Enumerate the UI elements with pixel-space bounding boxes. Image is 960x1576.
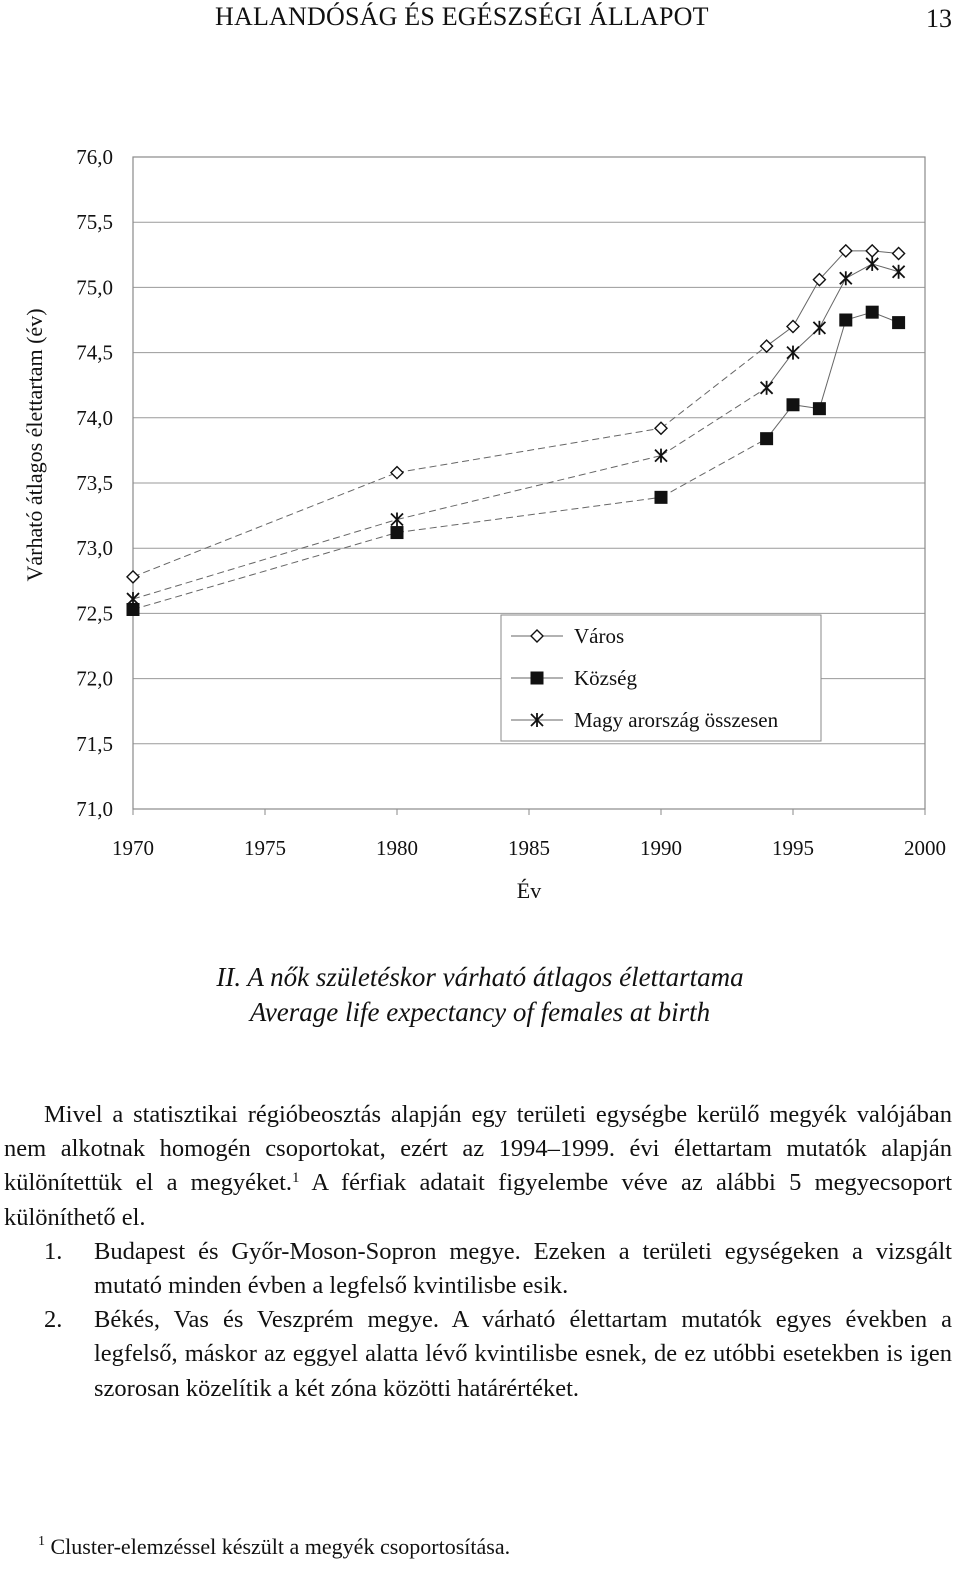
y-tick-label: 72,0 <box>76 666 113 691</box>
data-point <box>761 381 773 395</box>
y-tick-label: 75,0 <box>76 275 113 300</box>
series-line-segment <box>767 353 793 388</box>
series-line-segment <box>661 388 767 456</box>
page-number: 13 <box>926 4 952 33</box>
data-point <box>866 306 879 319</box>
y-axis-ticks <box>76 145 113 821</box>
data-point <box>655 449 667 463</box>
data-point <box>813 321 825 335</box>
x-tick-label: 1970 <box>112 836 154 860</box>
data-point <box>840 271 852 285</box>
series-line-segment <box>397 456 661 520</box>
footnote-ref: 1 <box>292 1170 300 1187</box>
series-1 <box>127 245 905 583</box>
figure-caption-hu: II. A nők születéskor várható átlagos élettartama <box>216 962 744 992</box>
x-tick-label: 1990 <box>640 836 682 860</box>
series-line-segment <box>661 346 767 428</box>
y-tick-label: 72,5 <box>76 601 113 626</box>
data-point <box>893 265 905 279</box>
series-line-segment <box>846 264 872 278</box>
y-tick-label: 74,0 <box>76 405 113 430</box>
data-point <box>892 316 905 329</box>
series-line-segment <box>133 533 397 610</box>
y-tick-label: 74,5 <box>76 340 113 365</box>
life-expectancy-chart <box>0 120 960 910</box>
chart-legend <box>501 615 821 741</box>
y-tick-label: 73,5 <box>76 471 113 495</box>
list-item <box>4 1235 952 1303</box>
list-item-text: Békés, Vas és Veszprém megye. A várható élettartam mutatók egyes években a legfelső, máskor az eggyel alatta lévő kvintilisbe esnek, de ez utóbbi esetekben is igen szorosan közelítik a két zóna közötti határértéket. <box>94 1306 952 1402</box>
y-tick-label: 76,0 <box>76 145 113 169</box>
footnote-mark: 1 <box>38 1534 45 1549</box>
series-line-segment <box>397 428 661 472</box>
y-tick-label: 75,5 <box>76 210 113 235</box>
data-point <box>787 321 799 333</box>
data-point <box>391 467 403 479</box>
figure-caption-en: Average life expectancy of females at birth <box>249 997 711 1027</box>
list-item-number: 2. <box>44 1306 63 1334</box>
y-tick-label: 71,5 <box>76 731 113 756</box>
data-point <box>893 247 905 259</box>
data-point <box>787 398 800 411</box>
data-point <box>127 592 139 606</box>
data-point <box>866 257 878 271</box>
data-point <box>391 526 404 539</box>
body-paragraph <box>4 1098 952 1235</box>
data-point <box>866 245 878 257</box>
x-tick-label: 1985 <box>508 836 550 860</box>
running-header-title: HALANDÓSÁG ÉS EGÉSZSÉGI ÁLLAPOT <box>215 2 709 31</box>
legend-label: Község <box>574 666 637 690</box>
list-item-number: 1. <box>44 1237 63 1265</box>
series-line-segment <box>661 439 767 498</box>
body-text <box>4 1098 952 1406</box>
x-tick-label: 1980 <box>376 836 418 860</box>
x-tick-label: 1975 <box>244 836 286 860</box>
data-point <box>391 513 403 527</box>
y-axis-label: Várható átlagos élettartam (év) <box>22 308 47 582</box>
series-line-segment <box>133 473 397 577</box>
x-axis-label: Év <box>516 878 542 903</box>
y-tick-label: 71,0 <box>76 797 113 821</box>
footnote-text: Cluster-elemzéssel készült a megyék csoportosítása. <box>50 1534 511 1559</box>
legend-marker <box>531 672 544 685</box>
list-item <box>4 1303 952 1406</box>
data-point <box>127 571 139 583</box>
data-point <box>761 340 773 352</box>
series-3 <box>127 257 905 606</box>
footnote <box>38 1534 510 1560</box>
data-point <box>813 402 826 415</box>
legend-label: Város <box>574 624 625 648</box>
x-axis-ticks <box>112 809 946 860</box>
series-line-segment <box>397 497 661 532</box>
y-tick-label: 73,0 <box>76 536 113 561</box>
paragraph-text-2: A férfiak adatait figyelembe véve az alábbi 5 megyecsoport különíthető el. <box>4 1169 952 1231</box>
paragraph-text-1: Mivel a statisztikai régióbeosztás alapján egy területi egységbe kerülő megyék valójában nem alkotnak homogén csoportokat, ezért az 1994–1999. évi élettartam mutatók alapján különítettük el a megyéket. <box>4 1101 952 1197</box>
data-point <box>760 432 773 445</box>
data-point <box>655 491 668 504</box>
series-line-segment <box>793 280 819 327</box>
list-item-text: Budapest és Győr-Moson-Sopron megye. Ezeken a területi egységeken a vizsgált mutató minden évben a legfelső kvintilisbe esik. <box>94 1237 952 1300</box>
series-line-segment <box>133 520 397 600</box>
data-point <box>655 422 667 434</box>
chart-series <box>127 245 906 616</box>
data-point <box>839 314 852 327</box>
x-tick-label: 1995 <box>772 836 814 860</box>
x-tick-label: 2000 <box>904 836 946 860</box>
series-line-segment <box>819 320 845 409</box>
legend-label: Magy arország összesen <box>574 708 779 732</box>
